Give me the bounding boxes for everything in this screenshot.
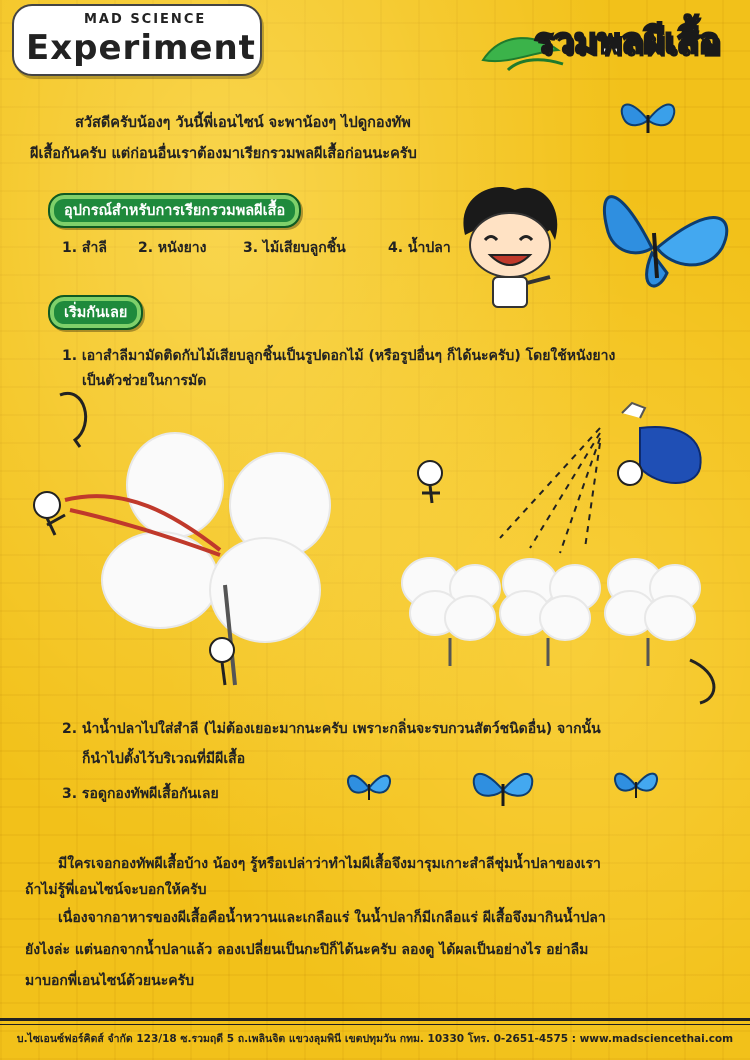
closing-line-5: มาบอกพี่เอนไซน์ด้วยนะครับ <box>25 973 194 989</box>
footer-divider-thin <box>0 1024 750 1025</box>
closing-line-1: มีใครเจอกองทัพผีเสื้อบ้าง น้องๆ รู้หรือเปล่าว่าทำไมผีเสื้อจึงมารุมเกาะสำลีชุ่มน้ำปลาของเรา <box>58 856 601 872</box>
start-heading: เริ่มกันเลย <box>48 295 143 330</box>
material-item-1: 1. สำลี <box>62 240 107 256</box>
material-item-3: 3. ไม้เสียบลูกชิ้น <box>243 240 346 256</box>
footer-address: บ.ไซเอนซ์ฟอร์คิดส์ จำกัด 123/18 ซ.รวมฤดี 5 ถ.เพลินจิต แขวงลุมพินี เขตปทุมวัน กทม. 10330 โทร. 0-2651-4575 : www.madsciencethai.com <box>16 1033 734 1045</box>
spray-flowers-illustration <box>400 398 720 678</box>
page-title: รวมพลผีเสื้อ <box>533 21 720 62</box>
butterfly-icon-small-2 <box>470 764 536 814</box>
cartoon-boy-icon <box>455 185 565 315</box>
cotton-flower-illustration <box>25 385 345 695</box>
material-item-4: 4. น้ำปลา <box>388 240 451 256</box>
material-item-2: 2. หนังยาง <box>138 240 207 256</box>
butterfly-icon-small-1 <box>345 768 393 808</box>
large-butterfly-icon <box>597 178 737 298</box>
step-2-line-2: ก็นำไปตั้งไว้บริเวณที่มีผีเสื้อ <box>82 751 246 767</box>
closing-line-4: ยังไงล่ะ แต่นอกจากน้ำปลาแล้ว ลองเปลี่ยนเป็นกะปิก็ได้นะครับ ลองดู ได้ผลเป็นอย่างไร อย่าลืม <box>25 942 589 958</box>
logo-top-text: MAD SCIENCE <box>84 12 207 27</box>
step-1-line-1: 1. เอาสำลีมามัดติดกับไม้เสียบลูกชิ้นเป็นรูปดอกไม้ (หรือรูปอื่นๆ ก็ได้นะครับ) โดยใช้หนังยาง <box>62 348 616 364</box>
closing-line-3: เนื่องจากอาหารของผีเสื้อคือน้ำหวานและเกลือแร่ ในน้ำปลาก็มีเกลือแร่ ผีเสื้อจึงมากินน้ำปลา <box>58 910 606 926</box>
mad-science-logo <box>12 4 262 76</box>
butterfly-icon <box>618 95 678 145</box>
materials-heading: อุปกรณ์สำหรับการเรียกรวมพลผีเสื้อ <box>48 193 301 228</box>
intro-line-2: ผีเสื้อกันครับ แต่ก่อนอื่นเราต้องมาเรียกรวมพลผีเสื้อก่อนนะครับ <box>30 146 417 162</box>
step-2-line-1: 2. นำน้ำปลาไปใส่สำลี (ไม่ต้องเยอะมากนะครับ เพราะกลิ่นจะรบกวนสัตว์ชนิดอื่น) จากนั้น <box>62 721 601 737</box>
footer-divider <box>0 1018 750 1021</box>
closing-line-2: ถ้าไม่รู้พี่เอนไซน์จะบอกให้ครับ <box>25 882 207 898</box>
step-1-line-2: เป็นตัวช่วยในการมัด <box>82 373 207 389</box>
step-3: 3. รอดูกองทัพผีเสื้อกันเลย <box>62 786 219 802</box>
butterfly-icon-small-3 <box>612 766 660 808</box>
logo-main-text: Experiment <box>26 28 256 68</box>
intro-line-1: สวัสดีครับน้องๆ วันนี้พี่เอนไซน์ จะพาน้องๆ ไปดูกองทัพ <box>75 115 411 131</box>
